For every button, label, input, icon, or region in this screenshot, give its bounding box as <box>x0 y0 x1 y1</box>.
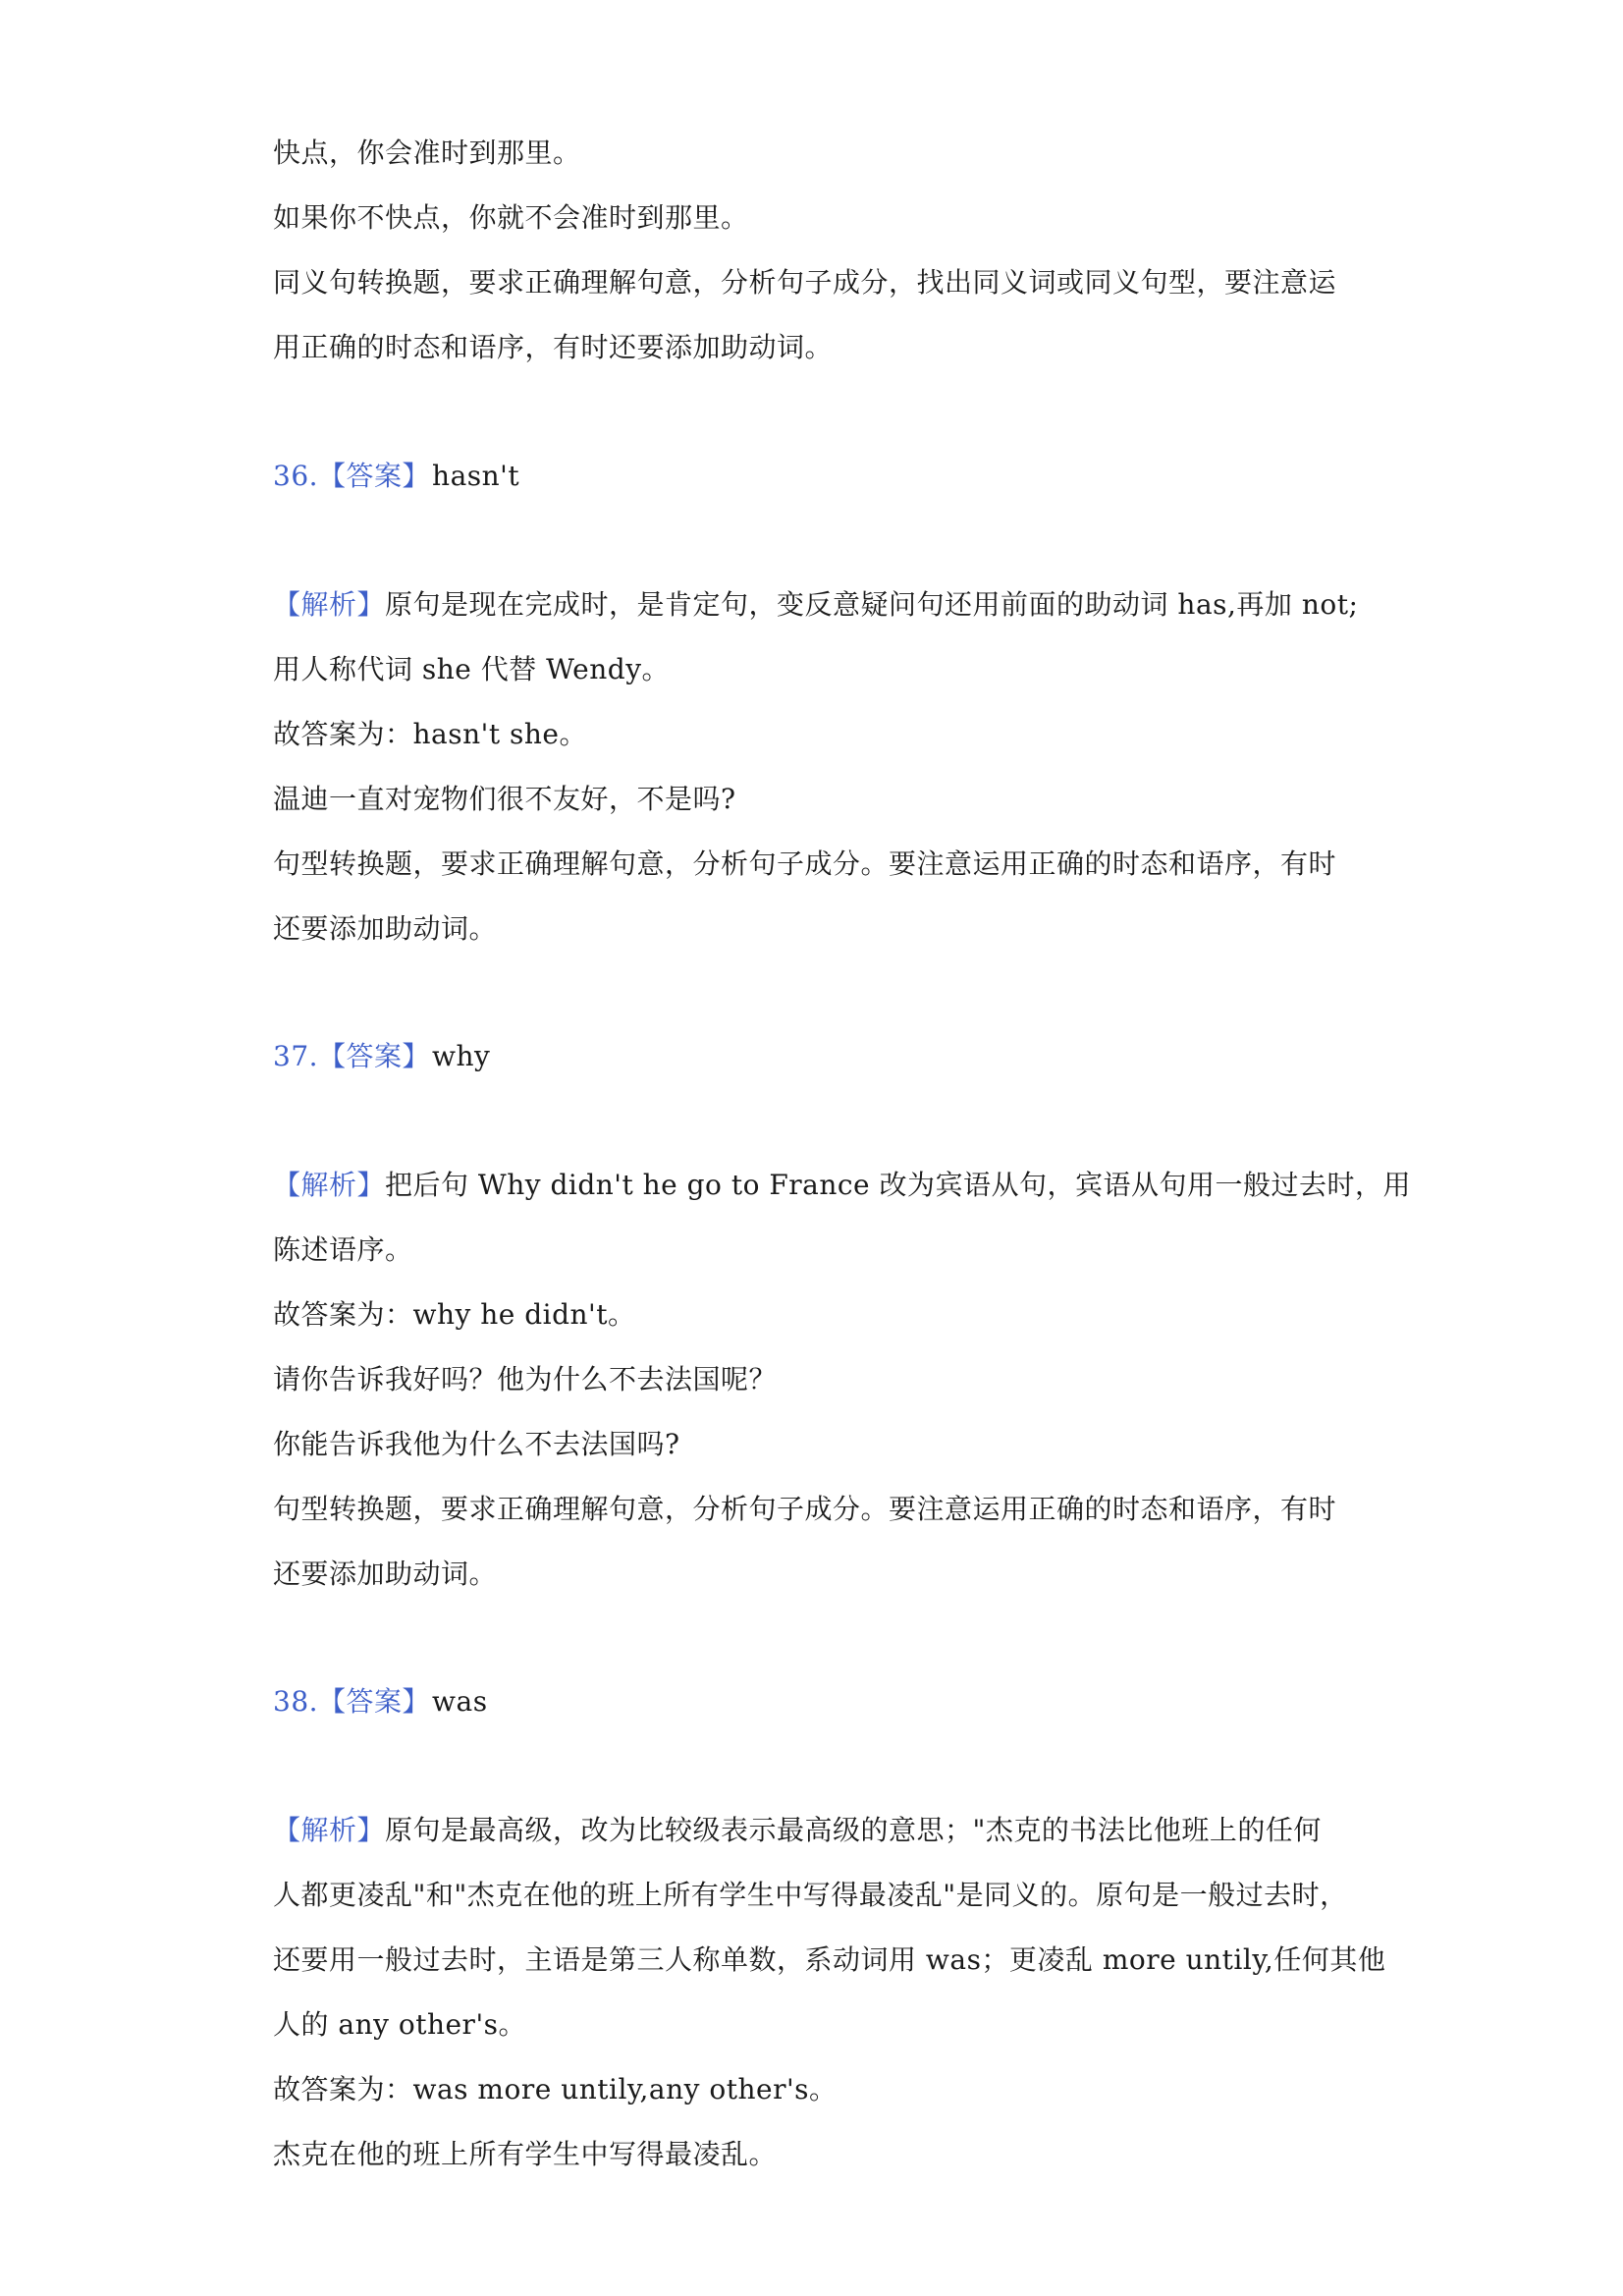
answer-heading-38 <box>273 1684 1353 1720</box>
analysis-text: 原句是现在完成时，是肯定句，变反意疑问句还用前面的助动词 has,再加 not; <box>385 588 1359 621</box>
analysis-line: 故答案为：hasn't she。 <box>273 718 587 750</box>
analysis-line: 句型转换题，要求正确理解句意，分析句子成分。要注意运用正确的时态和语序，有时 <box>273 847 1337 880</box>
analysis-tag: 【解析】 <box>273 1814 386 1846</box>
analysis-line: 陈述语序。 <box>273 1233 413 1266</box>
intro-line: 快点，你会准时到那里。 <box>273 137 581 169</box>
analysis-text: 把后句 Why didn't he go to France 改为宾语从句，宾语从句用一般过去时，用 <box>385 1169 1412 1201</box>
answer-value: was <box>432 1685 488 1718</box>
answer-value: hasn't <box>432 460 520 492</box>
question-number: 38. <box>273 1685 319 1718</box>
analysis-line-38 <box>273 1813 1353 1848</box>
analysis-line: 温迪一直对宠物们很不友好，不是吗? <box>273 783 736 815</box>
analysis-line: 请你告诉我好吗？他为什么不去法国呢？ <box>273 1363 778 1395</box>
intro-line: 如果你不快点，你就不会准时到那里。 <box>273 201 749 234</box>
analysis-text: 原句是最高级，改为比较级表示最高级的意思；"杰克的书法比他班上的任何 <box>385 1814 1322 1846</box>
answer-heading-37 <box>273 1039 1353 1074</box>
intro-line: 同义句转换题，要求正确理解句意，分析句子成分，找出同义词或同义句型，要注意运 <box>273 266 1337 299</box>
analysis-line: 用人称代词 she 代替 Wendy。 <box>273 653 671 685</box>
analysis-line: 你能告诉我他为什么不去法国吗? <box>273 1428 680 1460</box>
analysis-line: 故答案为：why he didn't。 <box>273 1298 636 1331</box>
answer-tag: 【答案】 <box>318 460 431 492</box>
analysis-line: 故答案为：was more untily,any other's。 <box>273 2073 838 2105</box>
answer-tag: 【答案】 <box>318 1040 431 1072</box>
answer-heading-36 <box>273 459 1353 494</box>
answer-tag: 【答案】 <box>318 1685 431 1718</box>
question-number: 36. <box>273 460 319 492</box>
analysis-line: 杰克在他的班上所有学生中写得最凌乱。 <box>273 2138 778 2170</box>
analysis-tag: 【解析】 <box>273 1169 386 1201</box>
analysis-line: 还要用一般过去时，主语是第三人称单数，系动词用 was；更凌乱 more untily,任何其他 <box>273 1943 1386 1976</box>
analysis-line: 还要添加助动词。 <box>273 1558 498 1590</box>
analysis-line: 句型转换题，要求正确理解句意，分析句子成分。要注意运用正确的时态和语序，有时 <box>273 1493 1337 1525</box>
analysis-line-37 <box>273 1168 1412 1203</box>
analysis-line: 还要添加助动词。 <box>273 912 498 945</box>
question-number: 37. <box>273 1040 319 1072</box>
analysis-tag: 【解析】 <box>273 588 386 621</box>
analysis-line: 人的 any other's。 <box>273 2008 527 2041</box>
analysis-line: 人都更凌乱"和"杰克在他的班上所有学生中写得最凌乱"是同义的。原句是一般过去时， <box>273 1879 1348 1911</box>
analysis-line-36 <box>273 587 1359 623</box>
answer-value: why <box>432 1040 491 1072</box>
intro-line: 用正确的时态和语序，有时还要添加助动词。 <box>273 331 834 363</box>
